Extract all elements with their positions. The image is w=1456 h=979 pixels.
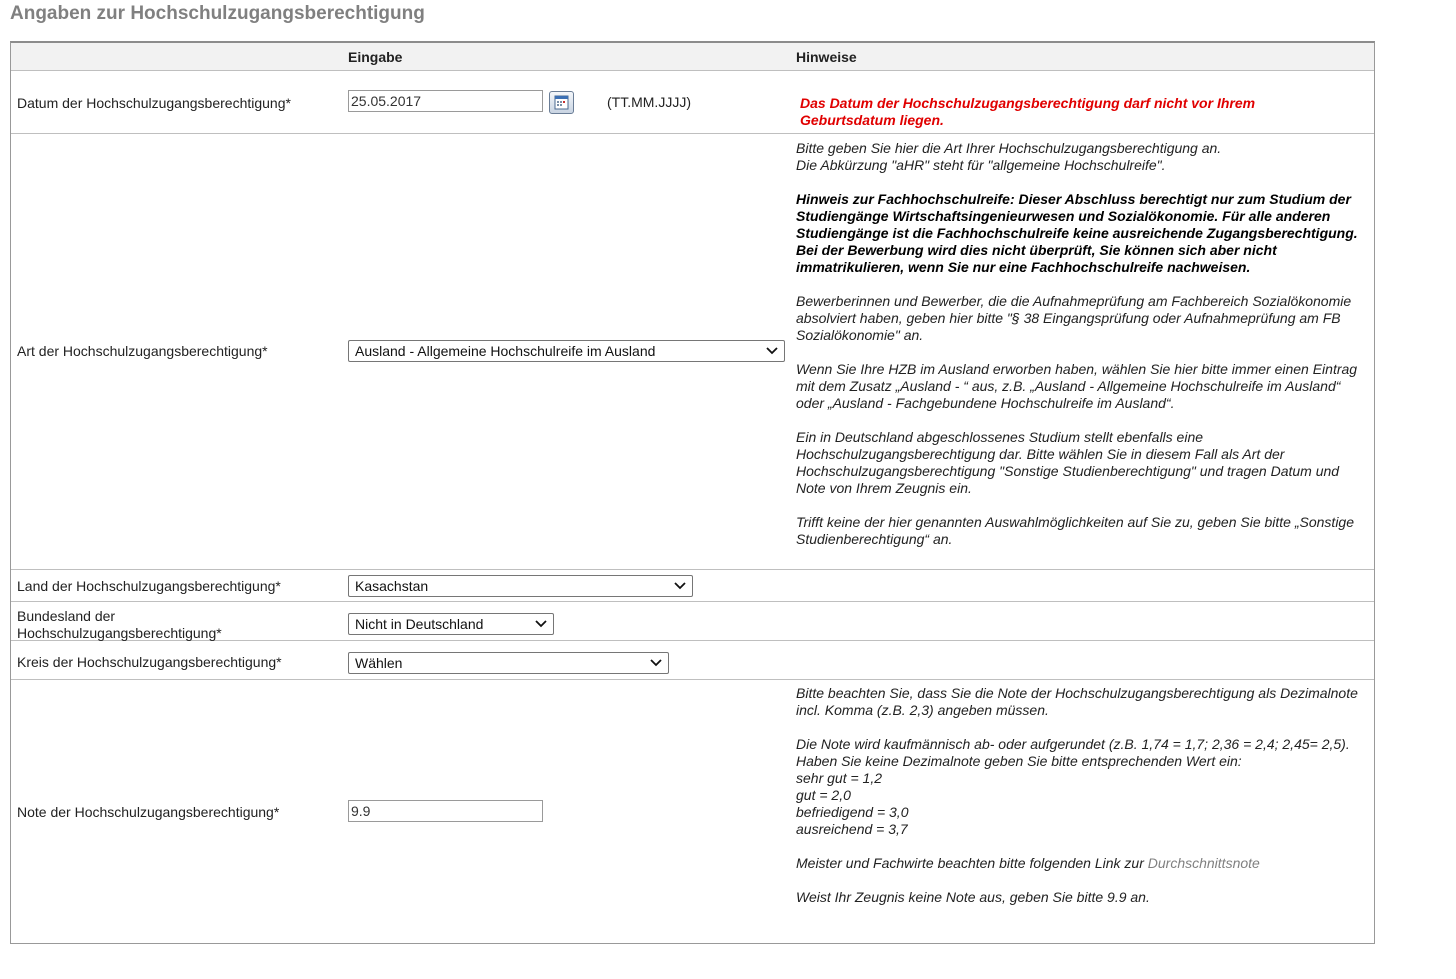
note-hint-rundung: Die Note wird kaufmännisch ab- oder aufgerundet (z.B. 1,74 = 1,7; 2,36 = 2,4; 2,45= 2,5). [796,736,1350,752]
note-hint-keine-dezimal: Haben Sie keine Dezimalnote geben Sie bitte entsprechenden Wert ein: [796,753,1242,769]
label-note: Note der Hochschulzugangsberechtigung* [17,804,280,820]
art-hint-fachhochschulreife: Hinweis zur Fachhochschulreife: Dieser Abschluss berechtigt nur zum Studium der Studiengänge Wirtschaftsingenieurwesen und Sozialökonomie. Für alle anderen Studiengänge ist die Fachhochschulreife keine ausreichende Zugangsberechtigung. Bei der Bewerbung wird dies nicht überprüft, Sie können sich aber nicht immatrikulieren, wenn Sie nur eine Fachhochschulreife nachweisen. [796,191,1358,275]
column-header-hints: Hinweise [796,49,857,65]
row-land [11,569,1374,602]
datum-format-hint: (TT.MM.JJJJ) [607,94,691,110]
label-datum: Datum der Hochschulzugangsberechtigung* [17,95,291,111]
calendar-icon [550,92,573,113]
art-hint-sonstige: Trifft keine der hier genannten Auswahlmöglichkeiten auf Sie zu, geben Sie bitte „Sonstige Studienberechtigung“ an. [796,514,1354,547]
chevron-down-icon [674,580,686,590]
label-land: Land der Hochschulzugangsberechtigung* [17,578,281,594]
art-hint-aufnahmepruefung: Bewerberinnen und Bewerber, die die Aufnahmeprüfung am Fachbereich Sozialökonomie absolviert haben, geben hier bitte "§ 38 Eingangsprüfung oder Aufnahmeprüfung am FB Sozialökonomie" an. [796,293,1352,343]
art-select-value: Ausland - Allgemeine Hochschulreife im Ausland [355,343,656,359]
bundesland-select[interactable] [348,613,554,635]
row-art [11,133,1374,570]
art-hint-line-1: Bitte geben Sie hier die Art Ihrer Hochschulzugangsberechtigung an. [796,140,1222,156]
label-bundesland-line-1: Bundesland der [17,608,116,624]
note-grade-gut: gut = 2,0 [796,787,851,803]
datum-input[interactable]: 25.05.2017 [348,90,543,112]
note-hint-dezimal: Bitte beachten Sie, dass Sie die Note der Hochschulzugangsberechtigung als Dezimalnote incl. Komma (z.B. 2,3) angeben müssen. [796,685,1358,718]
chevron-down-icon [650,657,662,667]
page-title: Angaben zur Hochschulzugangsberechtigung [10,3,425,24]
bundesland-select-value: Nicht in Deutschland [355,616,484,632]
row-note [11,679,1374,979]
note-grade-befriedigend: befriedigend = 3,0 [796,804,909,820]
note-hints [796,685,1371,923]
art-select[interactable] [348,340,785,362]
art-hints [796,140,1371,565]
row-kreis [11,640,1374,680]
column-header-input: Eingabe [348,49,403,65]
note-hint-meister: Meister und Fachwirte beachten bitte folgenden Link zur [796,855,1144,871]
kreis-select-value: Wählen [355,655,403,671]
kreis-select[interactable] [348,652,669,674]
calendar-button[interactable] [549,91,574,114]
note-input[interactable]: 9.9 [348,800,543,822]
chevron-down-icon [766,345,778,355]
land-select[interactable] [348,575,693,597]
art-hint-studium: Ein in Deutschland abgeschlossenes Studium stellt ebenfalls eine Hochschulzugangsberechtigung dar. Bitte wählen Sie in diesem Fall als Art der Hochschulzugangsberechtigung "Sonstige Studienberechtigung" und tragen Datum und Note von Ihrem Zeugnis ein. [796,429,1340,496]
row-bundesland [11,601,1374,641]
chevron-down-icon [535,618,547,628]
label-bundesland [17,608,222,642]
note-grade-sehr-gut: sehr gut = 1,2 [796,770,883,786]
label-bundesland-line-2: Hochschulzugangsberechtigung* [17,625,222,641]
table-header [11,43,1374,71]
row-datum [11,71,1374,134]
label-kreis: Kreis der Hochschulzugangsberechtigung* [17,654,282,670]
datum-error-message: Das Datum der Hochschulzugangsberechtigung darf nicht vor Ihrem Geburtsdatum liegen. [800,95,1256,128]
note-hint-keine-note: Weist Ihr Zeugnis keine Note aus, geben Sie bitte 9.9 an. [796,889,1150,905]
durchschnittsnote-link[interactable]: Durchschnittsnote [1147,855,1260,871]
hzb-form-table [10,41,1375,944]
land-select-value: Kasachstan [355,578,429,594]
label-art: Art der Hochschulzugangsberechtigung* [17,343,268,359]
note-grade-ausreichend: ausreichend = 3,7 [796,821,908,837]
art-hint-ausland: Wenn Sie Ihre HZB im Ausland erworben haben, wählen Sie hier bitte immer einen Eintrag mit dem Zusatz „Ausland - “ aus, z.B. „Ausland - Allgemeine Hochschulreife im Ausland“ oder „Ausland - Fachgebundene Hochschulreife im Ausland“. [796,361,1358,411]
art-hint-line-2: Die Abkürzung "aHR" steht für "allgemeine Hochschulreife". [796,157,1166,173]
